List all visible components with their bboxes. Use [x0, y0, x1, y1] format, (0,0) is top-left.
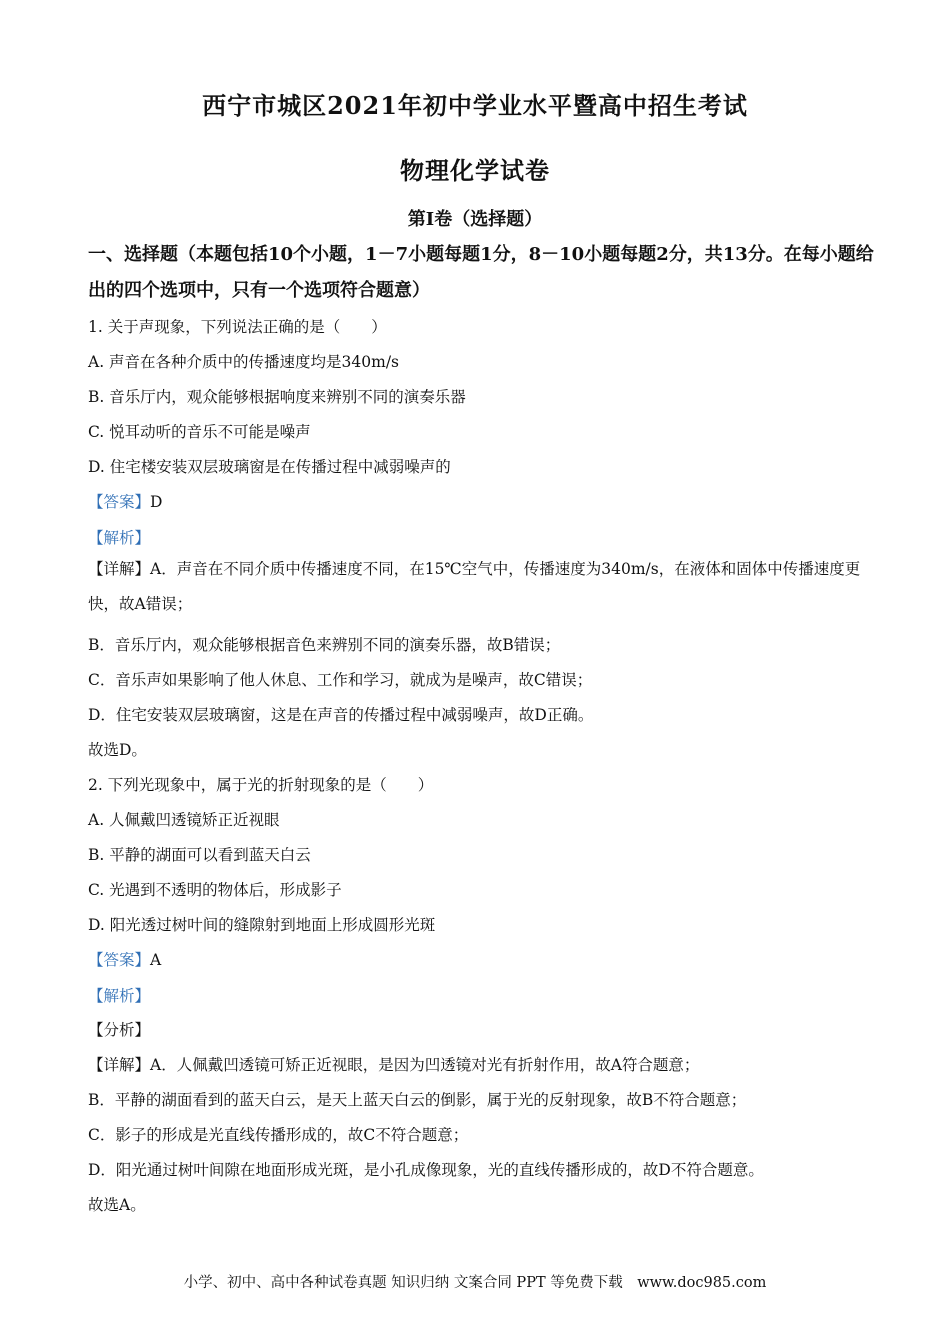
- question-2-conclusion: 故选A。: [88, 1196, 146, 1214]
- question-2-option-a: A. 人佩戴凹透镜矫正近视眼: [88, 811, 280, 829]
- analysis-tag: 【解析】: [88, 529, 151, 547]
- question-2-fenxi: 【分析】: [88, 1021, 151, 1039]
- section-heading: 一、选择题（本题包括10个小题，1－7小题每题1分，8－10小题每题2分，共13分。在每小题给出的四个选项中，只有一个选项符合题意）: [88, 244, 874, 301]
- question-1-analysis: [88, 526, 878, 548]
- detail-text: A．人佩戴凹透镜可矫正近视眼，是因为凹透镜对光有折射作用，故A符合题意；: [150, 1056, 700, 1074]
- question-1-conclusion: 故选D。: [88, 741, 147, 759]
- question-2-explain-c: C．影子的形成是光直线传播形成的，故C不符合题意；: [88, 1126, 469, 1144]
- exam-subtitle: 物理化学试卷: [400, 156, 550, 185]
- question-1-explain-d: D．住宅安装双层玻璃窗，这是在声音的传播过程中减弱噪声，故D正确。: [88, 706, 594, 724]
- answer-value: A: [150, 951, 162, 969]
- question-1-explain-c: C．音乐声如果影响了他人休息、工作和学习，就成为是噪声，故C错误；: [88, 671, 593, 689]
- question-1-detail: [88, 552, 878, 622]
- exam-title: 西宁市城区2021年初中学业水平暨高中招生考试: [202, 91, 748, 120]
- answer-tag: 【答案】: [88, 493, 151, 511]
- volume-heading: 第Ⅰ卷（选择题）: [407, 209, 543, 230]
- answer-value: D: [150, 493, 163, 511]
- question-1-option-a: A. 声音在各种介质中的传播速度均是340m/s: [88, 353, 400, 371]
- question-2-option-b: B. 平静的湖面可以看到蓝天白云: [88, 846, 311, 864]
- question-2-explain-b: B．平静的湖面看到的蓝天白云，是天上蓝天白云的倒影，属于光的反射现象，故B不符合题意；: [88, 1091, 747, 1109]
- question-1-stem: 1. 关于声现象，下列说法正确的是（ ）: [88, 318, 387, 336]
- question-2-option-c: C. 光遇到不透明的物体后，形成影子: [88, 881, 342, 899]
- page-footer: 小学、初中、高中各种试卷真题 知识归纳 文案合同 PPT 等免费下载 www.doc985.com: [183, 1275, 767, 1291]
- question-2-explain-d: D．阳光通过树叶间隙在地面形成光斑，是小孔成像现象，光的直线传播形成的，故D不符合题意。: [88, 1161, 764, 1179]
- analysis-tag: 【解析】: [88, 987, 151, 1005]
- question-2-answer: [88, 948, 878, 970]
- question-2-stem: 2. 下列光现象中，属于光的折射现象的是（ ）: [88, 776, 434, 794]
- detail-tag: 【详解】: [88, 1056, 151, 1074]
- detail-text: A．声音在不同介质中传播速度不同，在15℃空气中，传播速度为340m/s，在液体和固体中传播速度更快，故A错误；: [88, 560, 861, 613]
- question-2-option-d: D. 阳光透过树叶间的缝隙射到地面上形成圆形光斑: [88, 916, 436, 934]
- question-1-option-c: C. 悦耳动听的音乐不可能是噪声: [88, 423, 311, 441]
- answer-tag: 【答案】: [88, 951, 151, 969]
- question-2-analysis: [88, 984, 878, 1006]
- question-1-option-d: D. 住宅楼安装双层玻璃窗是在传播过程中减弱噪声的: [88, 458, 451, 476]
- question-1-explain-b: B．音乐厅内，观众能够根据音色来辨别不同的演奏乐器，故B错误；: [88, 636, 561, 654]
- question-2-detail: [88, 1053, 878, 1075]
- question-1-option-b: B. 音乐厅内，观众能够根据响度来辨别不同的演奏乐器: [88, 388, 466, 406]
- question-1-answer: [88, 490, 878, 512]
- detail-tag: 【详解】: [88, 560, 151, 578]
